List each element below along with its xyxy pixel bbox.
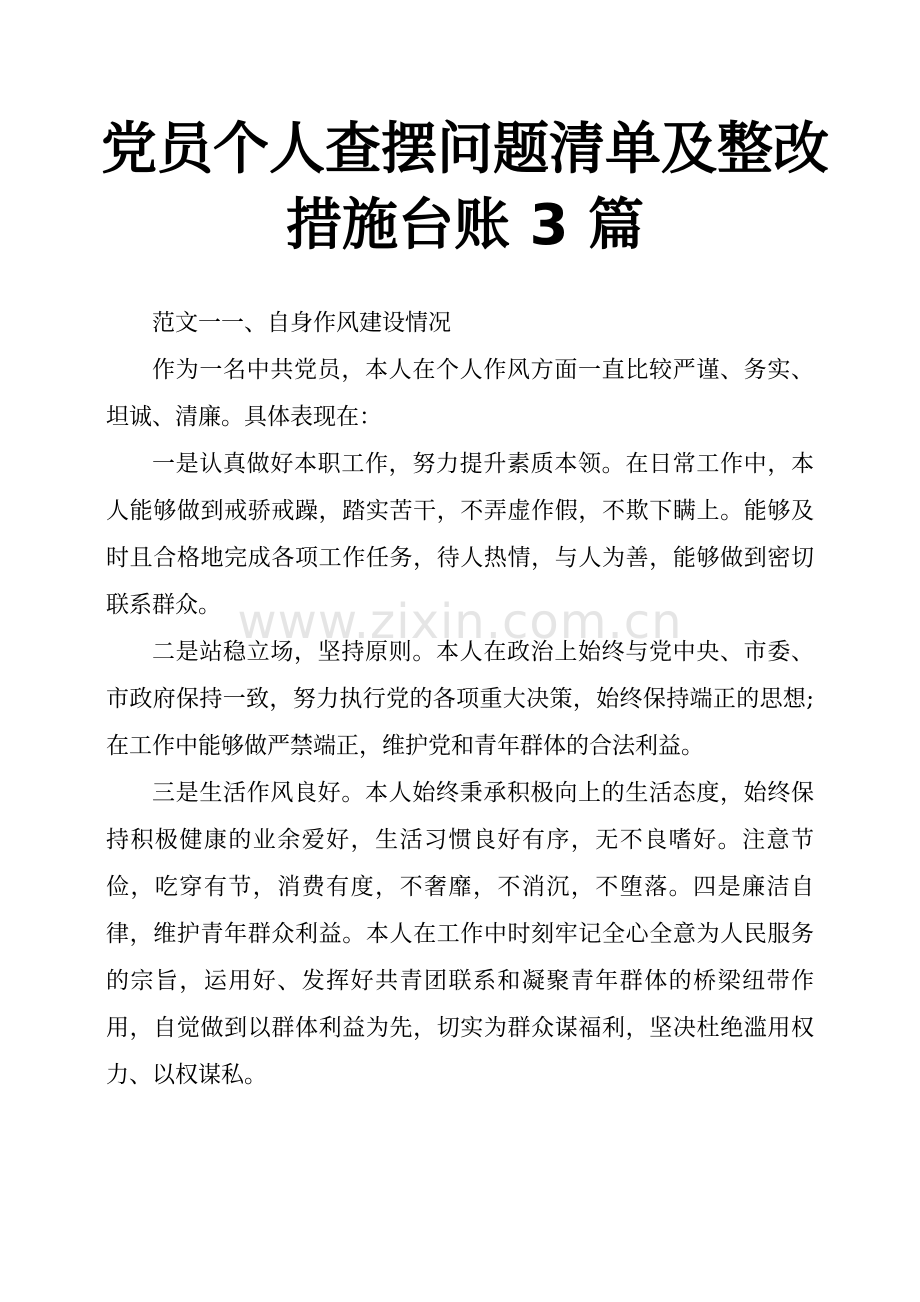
- document-body: [106, 300, 814, 1099]
- watermark: www.zixin.com.cn: [237, 594, 683, 650]
- paragraph-point-two: 二是站稳立场，坚持原则。本人在政治上始终与党中央、市委、市政府保持一致，努力执行党的各项重大决策，始终保持端正的思想;在工作中能够做严禁端正，维护党和青年群体的合法利益。: [106, 639, 814, 759]
- paragraph-heading: 范文一一、自身作风建设情况: [152, 310, 451, 336]
- paragraph-point-one: 一是认真做好本职工作，努力提升素质本领。在日常工作中，本人能够做到戒骄戒躁，踏实苦干，不弄虚作假，不欺下瞒上。能够及时且合格地完成各项工作任务，待人热情，与人为善，能够做到密切联系群众。: [106, 451, 814, 618]
- paragraph-point-three: 三是生活作风良好。本人始终秉承积极向上的生活态度，始终保持积极健康的业余爱好，生活习惯良好有序，无不良嗜好。注意节俭，吃穿有节，消费有度，不奢靡，不消沉，不堕落。四是廉洁自律，维护青年群众利益。本人在工作中时刻牢记全心全意为人民服务的宗旨，运用好、发挥好共青团联系和凝聚青年群体的桥梁纽带作用，自觉做到以群体利益为先，切实为群众谋福利，坚决杜绝滥用权力、以权谋私。: [106, 780, 814, 1088]
- document-title: 党员个人查摆问题清单及整改措施台账 3 篇: [101, 117, 829, 258]
- paragraph-intro: 作为一名中共党员，本人在个人作风方面一直比较严谨、务实、坦诚、清廉。具体表现在：: [106, 357, 814, 430]
